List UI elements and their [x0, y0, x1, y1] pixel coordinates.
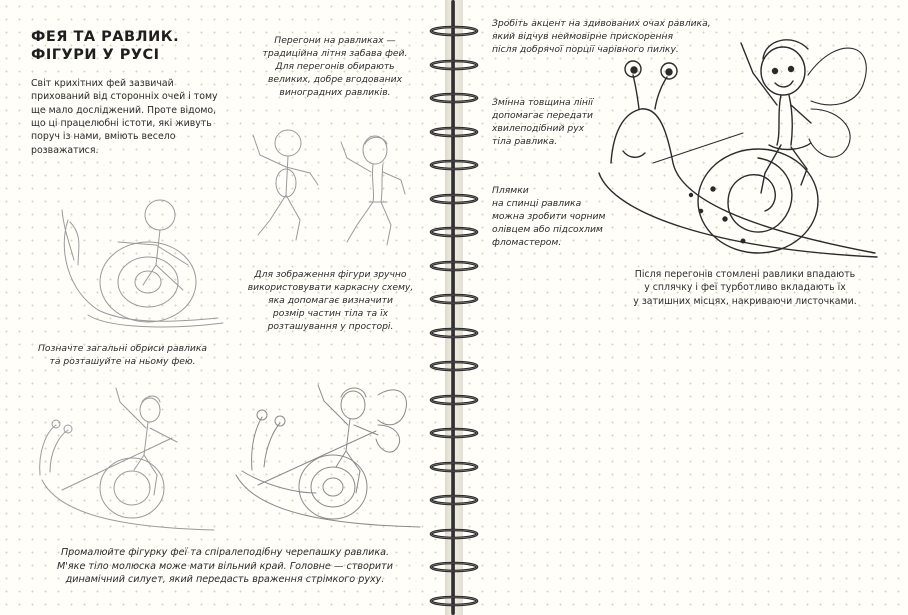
fairy-on-snail-sketch — [32, 380, 217, 535]
frame-caption — [243, 268, 418, 333]
text-line: після добрячої порції чарівного пилку. — [492, 44, 679, 56]
binding-ring — [428, 494, 480, 506]
text-line: фломастером. — [492, 237, 562, 249]
text-line: яка допомагає визначити — [268, 295, 393, 307]
races-caption — [250, 34, 420, 99]
text-line: виноградних равликів. — [279, 87, 391, 99]
snail-outline-sketch — [48, 190, 228, 340]
fairy-snail-refined-sketch — [228, 375, 423, 535]
text-line: Світ крихітних фей зазвичай — [31, 78, 174, 89]
binding-ring — [428, 92, 480, 104]
binding-ring — [428, 427, 480, 439]
binding-ring — [428, 595, 480, 607]
text-line: Після перегонів стомлені равлики впадають — [634, 269, 856, 280]
text-line: Зробіть акцент на здивованих очах равлика, — [492, 18, 711, 29]
page-title — [31, 28, 231, 64]
text-line: розташування у просторі. — [267, 321, 394, 333]
text-line: можна зробити чорним — [492, 211, 606, 223]
stick-figure-sketch — [248, 125, 326, 245]
binding-ring — [428, 193, 480, 205]
text-line: на спинці равлика — [492, 198, 582, 210]
text-line: допомагає передати — [492, 110, 594, 122]
text-line: у затишних місцях, накриваючи листочками. — [633, 295, 857, 307]
fairy-snail-final-illustration — [593, 13, 883, 265]
text-line: Для зображення фігури зручно — [254, 269, 407, 280]
text-line: великих, добре вгодованих — [267, 74, 403, 86]
text-line: Промалюйте фігурку феї та спіралеподібну черепашку равлика. — [60, 547, 390, 558]
fairy-figure-sketch — [335, 130, 410, 248]
outline-caption — [30, 342, 215, 368]
after-race-caption — [620, 268, 870, 308]
title-line: ФЕЯ ТА РАВЛИК. — [31, 29, 180, 45]
text-line: олівцем або підсохлим — [492, 224, 603, 236]
binding-ring — [428, 461, 480, 473]
binding-ring — [428, 59, 480, 71]
binding-ring — [428, 226, 480, 238]
title-line: ФІГУРИ У РУСІ — [31, 47, 160, 64]
binding-ring — [428, 528, 480, 540]
text-line: традиційна літня забава фей. — [262, 48, 408, 60]
binding-ring — [428, 159, 480, 171]
binding-ring — [428, 126, 480, 138]
text-line: розважатися. — [31, 144, 99, 156]
text-line: хвилеподібний рух — [492, 123, 585, 135]
text-line: динамічний силует, який передасть враження стрімкого руху. — [65, 574, 385, 586]
binding-ring — [428, 260, 480, 272]
binding-ring — [428, 561, 480, 573]
text-line: та розташуйте на ньому фею. — [49, 356, 196, 368]
text-line: Змінна товщина лінії — [492, 97, 594, 108]
text-line: Перегони на равликах — — [274, 35, 396, 46]
text-line: розмір частин тіла та їх — [272, 308, 389, 320]
text-line: тіла равлика. — [492, 136, 558, 148]
text-line: Позначте загальні обриси равлика — [37, 343, 208, 354]
text-line: який відчув неймовірне прискорення — [492, 31, 674, 43]
bottom-caption — [40, 546, 410, 587]
binding-ring — [428, 327, 480, 339]
text-line: у сплячку і феї турботливо вкладають їх — [644, 282, 846, 294]
binding-ring — [428, 25, 480, 37]
binding-ring — [428, 293, 480, 305]
intro-paragraph — [31, 77, 253, 157]
text-line: поруч із нами, вміють весело — [31, 131, 176, 143]
text-line: використовувати каркасну схему, — [247, 282, 414, 294]
binding-ring — [428, 394, 480, 406]
text-line: Плямки — [492, 185, 529, 196]
text-line: прихований від сторонніх очей і тому — [31, 91, 218, 103]
binding-ring — [428, 360, 480, 372]
text-line: М'яке тіло молюска може мати вільний край. Головне — створити — [56, 560, 393, 572]
text-line: ще мало досліджений. Проте відомо, — [31, 104, 217, 116]
text-line: Для перегонів обирають — [275, 61, 395, 73]
text-line: що ці працелюбні істоти, які живуть — [31, 118, 212, 130]
